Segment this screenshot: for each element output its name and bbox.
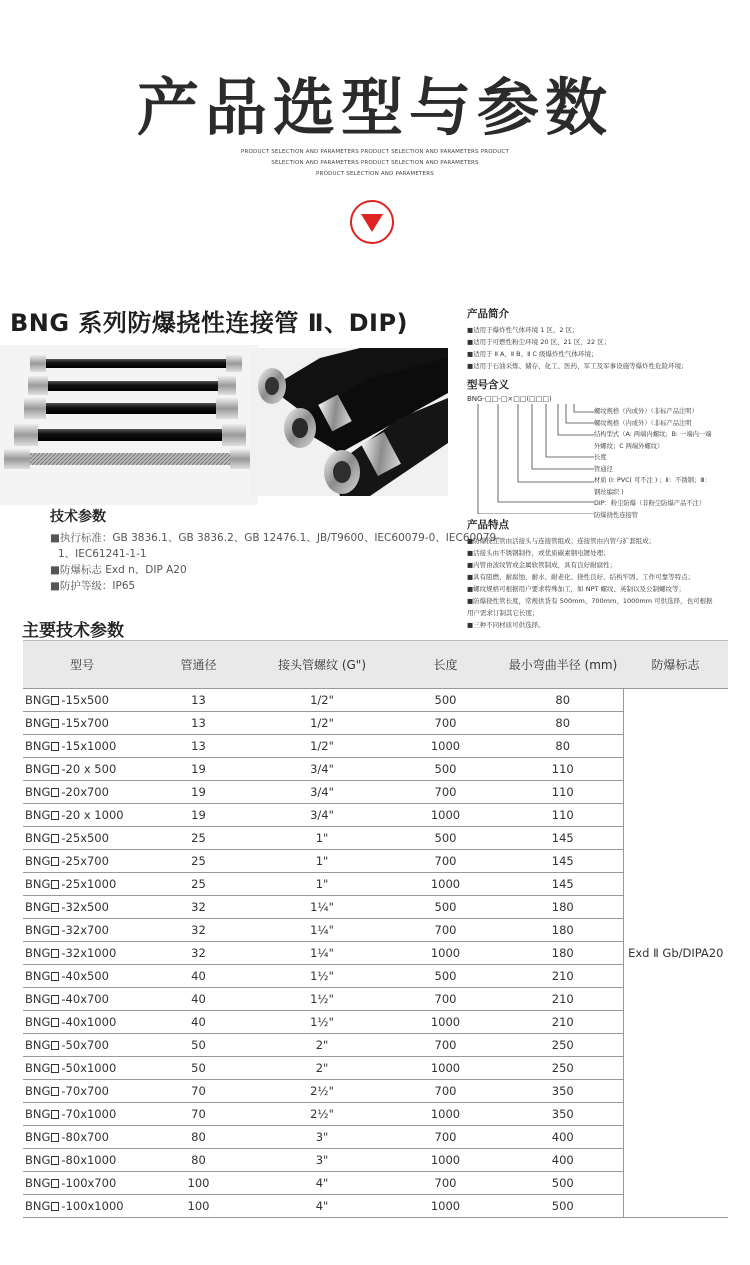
length-cell: 500	[388, 896, 503, 919]
placeholder-box-icon	[51, 1133, 59, 1142]
bore-cell: 19	[141, 804, 256, 827]
model-prefix: BNG	[25, 739, 51, 753]
bore-cell: 40	[141, 988, 256, 1011]
feature-item: ■防爆挠性管长度，常规供货有 500mm、700mm、1000mm 可供选择，也可根据	[467, 597, 713, 605]
intro-item: ■适用于爆炸性气体环境 1 区、2 区；	[467, 326, 579, 334]
thread-cell: 1/2"	[256, 689, 388, 712]
hose-4	[14, 424, 246, 446]
radius-cell: 210	[503, 988, 623, 1011]
model-suffix: -32x700	[61, 923, 109, 937]
model-prefix: BNG	[25, 1176, 51, 1190]
col-header-model: 型号	[23, 641, 141, 689]
hose-1	[30, 355, 242, 372]
tech-param-item: ■防爆标志 Exd n、DIP A20	[50, 564, 187, 576]
radius-cell: 500	[503, 1172, 623, 1195]
model-desc-item: 钢丝编织 )	[594, 488, 624, 496]
length-cell: 700	[388, 1034, 503, 1057]
model-cell	[23, 1080, 141, 1103]
model-suffix: -70x700	[61, 1084, 109, 1098]
bore-cell: 80	[141, 1149, 256, 1172]
scroll-down-button[interactable]	[350, 200, 394, 244]
placeholder-box-icon	[51, 696, 59, 705]
thread-cell: 2½"	[256, 1080, 388, 1103]
model-prefix: BNG	[25, 1061, 51, 1075]
specs-table	[23, 640, 728, 1218]
tech-params-heading: 技术参数	[50, 509, 106, 525]
model-prefix: BNG	[25, 969, 51, 983]
bore-cell: 70	[141, 1080, 256, 1103]
model-prefix: BNG	[25, 1199, 51, 1213]
intro-item: ■适用于 Ⅱ A、Ⅱ B、Ⅱ C 级爆炸性气体环境；	[467, 350, 598, 358]
length-cell: 1000	[388, 1057, 503, 1080]
model-prefix: BNG	[25, 785, 51, 799]
feature-item: ■三种不同材质可供选择。	[467, 621, 545, 629]
model-cell	[23, 781, 141, 804]
model-suffix: -25x700	[61, 854, 109, 868]
col-header-ex-mark: 防爆标志	[623, 641, 728, 689]
model-suffix: -25x500	[61, 831, 109, 845]
bore-cell: 100	[141, 1172, 256, 1195]
model-desc-item: 防爆挠性连接管	[594, 511, 639, 519]
bore-cell: 32	[141, 896, 256, 919]
table-row	[23, 896, 728, 919]
hose-lineup-photo	[0, 345, 258, 505]
placeholder-box-icon	[51, 972, 59, 981]
placeholder-box-icon	[51, 995, 59, 1004]
model-suffix: -25x1000	[61, 877, 117, 891]
model-suffix: -32x1000	[61, 946, 117, 960]
feature-item: ■活接头由不锈钢制作，或优质碳素钢电镀处理；	[467, 549, 610, 557]
tech-param-item: ■执行标准：GB 3836.1、GB 3836.2、GB 12476.1、JB/T9600、IEC60079-0、IEC60079-	[50, 532, 501, 544]
length-cell: 1000	[388, 1011, 503, 1034]
radius-cell: 80	[503, 735, 623, 758]
model-cell	[23, 735, 141, 758]
thread-cell: 4"	[256, 1172, 388, 1195]
model-suffix: -20x700	[61, 785, 109, 799]
length-cell: 700	[388, 919, 503, 942]
thread-cell: 1"	[256, 850, 388, 873]
specs-heading: 主要技术参数	[22, 621, 124, 641]
thread-cell: 2"	[256, 1034, 388, 1057]
radius-cell: 400	[503, 1126, 623, 1149]
model-suffix: -20 x 1000	[61, 808, 124, 822]
radius-cell: 110	[503, 804, 623, 827]
model-suffix: -100x1000	[61, 1199, 124, 1213]
placeholder-box-icon	[51, 1041, 59, 1050]
model-cell	[23, 1011, 141, 1034]
model-suffix: -100x700	[61, 1176, 117, 1190]
product-intro-heading: 产品简介	[467, 308, 509, 320]
ex-mark-cell: Exd Ⅱ Gb/DIPA20	[623, 689, 728, 1218]
model-code-legend	[594, 406, 750, 521]
placeholder-box-icon	[51, 926, 59, 935]
radius-cell: 350	[503, 1080, 623, 1103]
col-header-bore: 管通径	[141, 641, 256, 689]
model-suffix: -70x1000	[61, 1107, 117, 1121]
tech-param-item: ■防护等级：IP65	[50, 580, 136, 592]
model-cell	[23, 689, 141, 712]
thread-cell: 3/4"	[256, 758, 388, 781]
table-row	[23, 965, 728, 988]
model-suffix: -20 x 500	[61, 762, 117, 776]
length-cell: 1000	[388, 804, 503, 827]
table-row	[23, 804, 728, 827]
length-cell: 700	[388, 1172, 503, 1195]
length-cell: 1000	[388, 942, 503, 965]
model-meaning-heading	[467, 377, 747, 392]
model-desc-item: 长度	[594, 454, 607, 461]
placeholder-box-icon	[51, 1110, 59, 1119]
model-suffix: -15x700	[61, 716, 109, 730]
placeholder-box-icon	[51, 834, 59, 843]
feature-item: ■防爆挠性管由活接头与连接管组成；连接管由内管与扩套组成；	[467, 537, 656, 545]
model-prefix: BNG	[25, 1038, 51, 1052]
table-row	[23, 689, 728, 712]
thread-cell: 1¼"	[256, 919, 388, 942]
bore-cell: 40	[141, 965, 256, 988]
table-row	[23, 1195, 728, 1218]
bore-cell: 13	[141, 712, 256, 735]
model-desc-item: DIP：粉尘防爆（非粉尘防爆产品不注）	[594, 500, 706, 507]
placeholder-box-icon	[51, 811, 59, 820]
length-cell: 500	[388, 965, 503, 988]
model-cell	[23, 850, 141, 873]
model-cell	[23, 827, 141, 850]
table-row	[23, 1103, 728, 1126]
model-cell	[23, 988, 141, 1011]
model-prefix: BNG	[25, 831, 51, 845]
placeholder-box-icon	[51, 1156, 59, 1165]
length-cell: 500	[388, 827, 503, 850]
thread-cell: 1/2"	[256, 712, 388, 735]
radius-cell: 210	[503, 1011, 623, 1034]
length-cell: 1000	[388, 1149, 503, 1172]
col-header-thread: 接头管螺纹 (G")	[256, 641, 388, 689]
bore-cell: 32	[141, 942, 256, 965]
placeholder-box-icon	[51, 880, 59, 889]
radius-cell: 210	[503, 965, 623, 988]
table-row	[23, 712, 728, 735]
model-desc-item: 材质 (I: PVC( 可不注 ) ；Ⅱ：不锈钢；Ⅲ：	[594, 477, 711, 484]
model-prefix: BNG	[25, 1107, 51, 1121]
model-suffix: -40x500	[61, 969, 109, 983]
intro-item: ■适用于石油采炼、储存、化工、医药、军工及军事设施等爆炸性危险环境；	[467, 362, 688, 370]
radius-cell: 350	[503, 1103, 623, 1126]
model-suffix: -32x500	[61, 900, 109, 914]
model-cell	[23, 942, 141, 965]
table-row	[23, 988, 728, 1011]
model-cell	[23, 1103, 141, 1126]
tech-params-list	[50, 530, 501, 594]
bore-cell: 25	[141, 850, 256, 873]
table-row	[23, 781, 728, 804]
thread-cell: 3"	[256, 1126, 388, 1149]
placeholder-box-icon	[51, 1018, 59, 1027]
feature-item: ■内管由波纹管或金属软管制成，具有良好耐腐性；	[467, 561, 617, 569]
radius-cell: 145	[503, 827, 623, 850]
model-desc-item: 外螺纹；C 两端外螺纹）	[594, 442, 664, 450]
table-row	[23, 873, 728, 896]
bore-cell: 25	[141, 873, 256, 896]
thread-cell: 2½"	[256, 1103, 388, 1126]
model-cell	[23, 1034, 141, 1057]
specs-header-row	[23, 641, 728, 689]
bore-cell: 70	[141, 1103, 256, 1126]
thread-cell: 3"	[256, 1149, 388, 1172]
model-cell	[23, 712, 141, 735]
model-prefix: BNG	[25, 900, 51, 914]
arrow-down-icon	[361, 214, 383, 232]
radius-cell: 145	[503, 873, 623, 896]
thread-cell: 1¼"	[256, 896, 388, 919]
radius-cell: 145	[503, 850, 623, 873]
table-row	[23, 1011, 728, 1034]
thread-cell: 1¼"	[256, 942, 388, 965]
table-row	[23, 1172, 728, 1195]
model-cell	[23, 804, 141, 827]
table-row	[23, 850, 728, 873]
model-suffix: -50x700	[61, 1038, 109, 1052]
product-intro	[467, 306, 747, 372]
model-suffix: -80x700	[61, 1130, 109, 1144]
placeholder-box-icon	[51, 1202, 59, 1211]
model-cell	[23, 1149, 141, 1172]
table-row	[23, 1126, 728, 1149]
table-row	[23, 758, 728, 781]
placeholder-box-icon	[51, 719, 59, 728]
length-cell: 700	[388, 850, 503, 873]
model-cell	[23, 1172, 141, 1195]
model-suffix: -80x1000	[61, 1153, 117, 1167]
bore-cell: 50	[141, 1057, 256, 1080]
length-cell: 700	[388, 1126, 503, 1149]
thread-cell: 3/4"	[256, 804, 388, 827]
intro-item: ■适用于可燃性粉尘环境 20 区、21 区、22 区；	[467, 338, 611, 346]
length-cell: 1000	[388, 1195, 503, 1218]
model-desc-item: 管通径	[594, 465, 613, 473]
placeholder-box-icon	[51, 949, 59, 958]
model-desc-item: 螺纹规格（内或外）（非标产品注明）	[594, 408, 698, 415]
subtitle-line: PRODUCT SELECTION AND PARAMETERS	[316, 171, 434, 177]
model-cell	[23, 965, 141, 988]
table-row	[23, 942, 728, 965]
bore-cell: 19	[141, 758, 256, 781]
thread-cell: 2"	[256, 1057, 388, 1080]
model-code: BNG-□□-□×□□(□□□)	[467, 395, 552, 403]
length-cell: 1000	[388, 735, 503, 758]
model-prefix: BNG	[25, 992, 51, 1006]
model-cell	[23, 896, 141, 919]
radius-cell: 500	[503, 1195, 623, 1218]
bore-cell: 50	[141, 1034, 256, 1057]
model-prefix: BNG	[25, 762, 51, 776]
specs-body	[23, 689, 728, 1218]
table-row	[23, 735, 728, 758]
length-cell: 700	[388, 781, 503, 804]
radius-cell: 180	[503, 942, 623, 965]
model-prefix: BNG	[25, 923, 51, 937]
placeholder-box-icon	[51, 765, 59, 774]
bore-cell: 32	[141, 919, 256, 942]
thread-cell: 4"	[256, 1195, 388, 1218]
model-cell	[23, 1126, 141, 1149]
thread-cell: 1"	[256, 873, 388, 896]
hose-closeup-photo	[250, 348, 448, 496]
length-cell: 500	[388, 758, 503, 781]
model-meaning-heading-text: 型号含义	[467, 379, 509, 391]
model-suffix: -15x1000	[61, 739, 117, 753]
model-prefix: BNG	[25, 1084, 51, 1098]
model-prefix: BNG	[25, 808, 51, 822]
placeholder-box-icon	[51, 1087, 59, 1096]
model-prefix: BNG	[25, 1130, 51, 1144]
subtitle-line: SELECTION AND PARAMETERS PRODUCT SELECTION AND PARAMETERS	[271, 160, 479, 166]
thread-cell: 1/2"	[256, 735, 388, 758]
model-suffix: -15x500	[61, 693, 109, 707]
model-suffix: -50x1000	[61, 1061, 117, 1075]
thread-cell: 1½"	[256, 965, 388, 988]
bore-cell: 100	[141, 1195, 256, 1218]
radius-cell: 250	[503, 1034, 623, 1057]
radius-cell: 110	[503, 781, 623, 804]
model-prefix: BNG	[25, 716, 51, 730]
model-cell	[23, 758, 141, 781]
hose-2	[28, 376, 236, 395]
radius-cell: 110	[503, 758, 623, 781]
radius-cell: 400	[503, 1149, 623, 1172]
model-prefix: BNG	[25, 1015, 51, 1029]
radius-cell: 180	[503, 896, 623, 919]
product-features	[467, 517, 747, 631]
feature-item: 用户需求订制其它长度；	[467, 609, 539, 617]
product-features-heading: 产品特点	[467, 519, 509, 531]
product-title: BNG 系列防爆挠性连接管 Ⅱ、DIP)	[10, 309, 409, 337]
model-cell	[23, 873, 141, 896]
placeholder-box-icon	[51, 1179, 59, 1188]
model-cell	[23, 919, 141, 942]
table-row	[23, 919, 728, 942]
bore-cell: 25	[141, 827, 256, 850]
length-cell: 1000	[388, 1103, 503, 1126]
model-suffix: -40x700	[61, 992, 109, 1006]
hose-3	[24, 398, 238, 419]
length-cell: 700	[388, 712, 503, 735]
model-code-diagram	[470, 402, 595, 514]
bore-cell: 19	[141, 781, 256, 804]
placeholder-box-icon	[51, 788, 59, 797]
length-cell: 700	[388, 988, 503, 1011]
model-prefix: BNG	[25, 877, 51, 891]
table-row	[23, 827, 728, 850]
bore-cell: 80	[141, 1126, 256, 1149]
hose-5	[4, 449, 254, 469]
model-suffix: -40x1000	[61, 1015, 117, 1029]
model-cell	[23, 1195, 141, 1218]
table-row	[23, 1034, 728, 1057]
radius-cell: 250	[503, 1057, 623, 1080]
model-desc-item: 螺纹规格（内或外）（非标产品注明	[594, 419, 692, 427]
placeholder-box-icon	[51, 903, 59, 912]
bore-cell: 13	[141, 689, 256, 712]
radius-cell: 80	[503, 689, 623, 712]
table-row	[23, 1149, 728, 1172]
radius-cell: 80	[503, 712, 623, 735]
thread-cell: 1½"	[256, 1011, 388, 1034]
model-prefix: BNG	[25, 693, 51, 707]
model-prefix: BNG	[25, 1153, 51, 1167]
placeholder-box-icon	[51, 1064, 59, 1073]
col-header-length: 长度	[388, 641, 503, 689]
model-prefix: BNG	[25, 854, 51, 868]
length-cell: 700	[388, 1080, 503, 1103]
bore-cell: 40	[141, 1011, 256, 1034]
tech-param-item: 1、IEC61241-1-1	[58, 548, 147, 560]
length-cell: 500	[388, 689, 503, 712]
thread-cell: 1½"	[256, 988, 388, 1011]
bore-cell: 13	[141, 735, 256, 758]
page-subtitle	[240, 147, 510, 180]
placeholder-box-icon	[51, 857, 59, 866]
feature-item: ■螺纹规格可根据用户要求特殊加工，如 NPT 螺纹、英制以及公制螺纹等；	[467, 585, 686, 593]
table-row	[23, 1080, 728, 1103]
radius-cell: 180	[503, 919, 623, 942]
model-desc-item: 结构型式（A: 两端内螺纹；B: 一端内一端	[594, 431, 712, 438]
table-row	[23, 1057, 728, 1080]
thread-cell: 1"	[256, 827, 388, 850]
length-cell: 1000	[388, 873, 503, 896]
placeholder-box-icon	[51, 742, 59, 751]
thread-cell: 3/4"	[256, 781, 388, 804]
page-title: 产品选型与参数	[136, 71, 613, 144]
model-prefix: BNG	[25, 946, 51, 960]
model-cell	[23, 1057, 141, 1080]
subtitle-line: PRODUCT SELECTION AND PARAMETERS PRODUCT SELECTION AND PARAMETERS PRODUCT	[240, 149, 510, 155]
col-header-radius: 最小弯曲半径 (mm)	[503, 641, 623, 689]
feature-item: ■具有阻燃、耐腐蚀、耐水、耐老化、挠性良好、结构牢固、工作可靠等特点；	[467, 573, 695, 581]
